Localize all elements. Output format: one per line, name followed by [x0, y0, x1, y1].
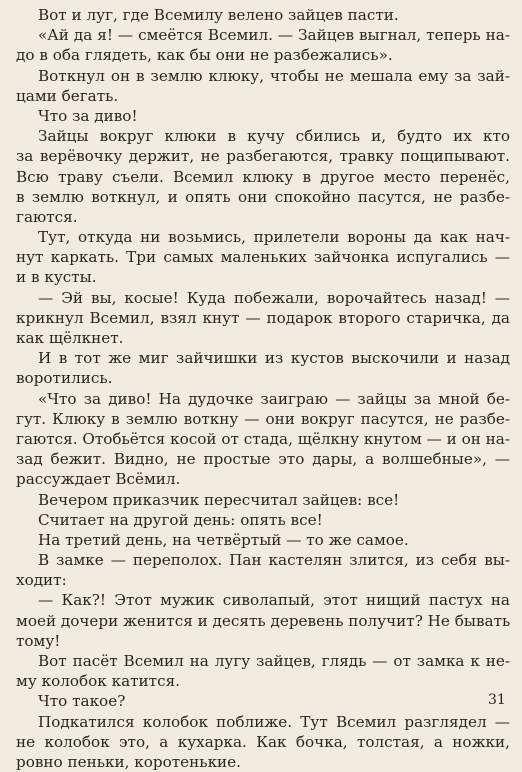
text-line: Что такое? — [38, 692, 126, 711]
text-line: гаются. — [16, 207, 78, 226]
text-line: до в оба глядеть, как бы они не разбежались». — [16, 46, 393, 65]
text-line: в землю воткнул, и опять они спокойно пасутся, не разбе- — [16, 187, 510, 206]
text-line: Воткнул он в землю клюку, чтобы не мешала ему за зай- — [38, 66, 510, 85]
body-text — [16, 5, 510, 772]
text-line: — Как?! Этот мужик сиволапый, этот нищий пастух на — [38, 591, 510, 610]
text-line: «Что за диво! На дудочке заиграю — зайцы за мной бе- — [38, 389, 510, 408]
text-line: В замке — переполох. Пан кастелян злится, из себя вы- — [38, 551, 510, 570]
text-line: тому! — [16, 631, 61, 650]
text-line: гут. Клюку в землю воткну — они вокруг пасутся, не разбе- — [16, 409, 510, 428]
text-line: как щёлкнет. — [16, 329, 124, 347]
text-line: и в кусты. — [16, 268, 97, 287]
page-number: 31 — [488, 692, 506, 708]
text-line: ровно пеньки, коротенькие. — [16, 752, 241, 771]
text-line: Вечером приказчик пересчитал зайцев: все! — [38, 490, 400, 509]
text-line: ходит: — [16, 571, 67, 590]
text-line: за верёвочку держит, не разбегаются, травку пощипывают. — [16, 147, 510, 166]
text-line: Подкатился колобок поближе. Тут Всемил разглядел — — [38, 712, 510, 731]
text-line: рассуждает Всёмил. — [16, 470, 181, 489]
text-line: Зайцы вокруг клюки в кучу сбились и, будто их кто — [38, 127, 510, 146]
text-line: моей дочери женится и десять деревень получит? Не бывать — [16, 611, 510, 630]
text-line: нут каркать. Три самых маленьких зайчонка испугались — — [16, 248, 510, 267]
text-line: цами бегать. — [16, 86, 119, 105]
text-line: воротились. — [16, 369, 113, 388]
text-line: Вот пасёт Всемил на лугу зайцев, глядь — от замка к не- — [38, 652, 510, 670]
text-line: крикнул Всемил, взял кнут — подарок второго старичка, да — [16, 308, 510, 327]
text-line: му колобок катится. — [16, 672, 180, 691]
text-line: Тут, откуда ни возьмись, прилетели вороны да как нач- — [38, 228, 510, 247]
text-line: Что за диво! — [38, 106, 138, 125]
text-line: зад бежит. Видно, не простые это дары, а волшебные», — — [16, 450, 510, 469]
text-line: гаются. Отобьётся косой от стада, щёлкну кнутом — и он на- — [16, 429, 510, 448]
text-line: «Ай да я! — смеётся Всемил. — Зайцев выгнал, теперь на- — [38, 26, 510, 45]
text-line: Всю траву съели. Всемил клюку в другое место перенёс, — [16, 167, 510, 186]
text-line: И в тот же миг зайчишки из кустов выскочили и назад — [38, 349, 510, 368]
text-line: Вот и луг, где Всемилу велено зайцев пасти. — [38, 6, 399, 24]
text-line: На третий день, на четвёртый — то же самое. — [38, 530, 409, 549]
text-line: не колобок это, а кухарка. Как бочка, толстая, а ножки, — [16, 732, 510, 751]
text-line: — Эй вы, косые! Куда побежали, ворочайтесь назад! — — [38, 288, 510, 307]
text-line: Считает на другой день: опять все! — [38, 510, 323, 529]
